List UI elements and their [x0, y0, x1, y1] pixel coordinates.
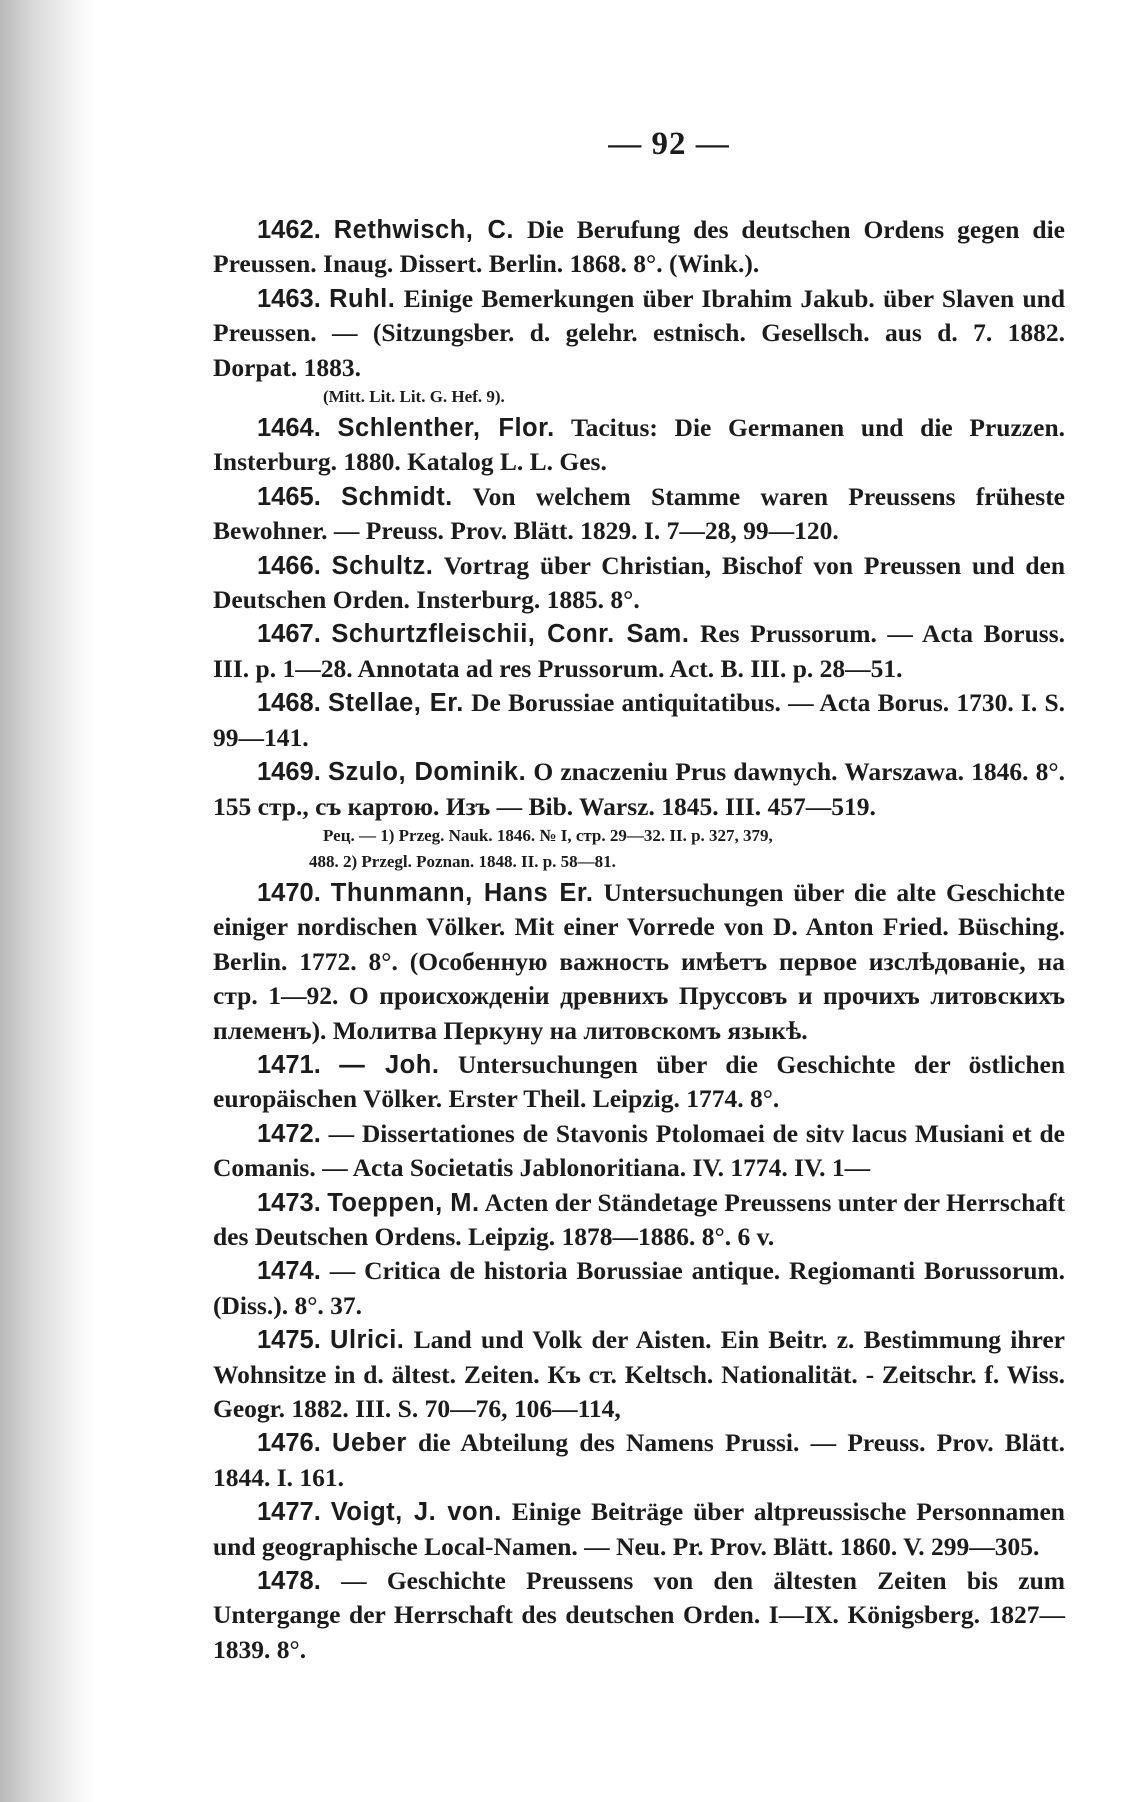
entry-1473: 1473. Toeppen, M. Acten der Ständetage Preussens unter der Herrschaft des Deutschen Ordens. Leipzig. 1878—1886. 8°. 6 v.: [213, 1187, 1065, 1251]
entry-1465: 1465. Schmidt. Von welchem Stamme waren Preussens früheste Bewohner. — Preuss. Prov. Blätt. 1829. I. 7—28, 99—120.: [213, 481, 1066, 546]
entry-1471: 1471. — Joh. Untersuchungen über die Geschichte der östlichen europäischen Völker. Erster Theil. Leipzig. 1774. 8°.: [213, 1049, 1065, 1114]
entry-1475: 1475. Ulrici. Land und Volk der Aisten. Ein Beitr. z. Bestimmung ihrer Wohnsitze in d. ältest. Zeiten. Къ ст. Keltsch. Nationalität. - Zeitschr. f. Wiss. Geogr. 1882. III. S. 70—76, 106—114,: [213, 1325, 1065, 1423]
entry-1472: 1472. — Dissertationes de Stavonis Ptolomaei de sitv lacus Musiani et de Comanis. — Acta Societatis Jablonoritiana. IV. 1774. IV. 1—: [213, 1118, 1065, 1183]
note-1463: (Mitt. Lit. Lit. G. Hef. 9).: [323, 387, 505, 407]
note-1469-a: Рец. — 1) Przeg. Nauk. 1846. № I, стр. 29—32. II. p. 327, 379,: [323, 825, 773, 845]
note-1469-b: 488. 2) Przegl. Poznan. 1848. II. p. 58—81.: [309, 851, 616, 871]
entry-1464: 1464. Schlenther, Flor. Tacitus: Die Germanen und die Pruzzen. Insterburg. 1880. Katalog L. L. Ges.: [213, 413, 1065, 477]
entry-1462: 1462. Rethwisch, C. Die Berufung des deutschen Ordens gegen die Preussen. Inaug. Dissert. Berlin. 1868. 8°. (Wink.).: [213, 215, 1065, 279]
entry-1468: 1468. Stellae, Er. De Borussiae antiquitatibus. — Acta Borus. 1730. I. S. 99—141.: [213, 688, 1065, 752]
scan-edge-shadow: [0, 0, 95, 1802]
entry-1477: 1477. Voigt, J. von. Einige Beiträge über altpreussische Personnamen und geographische Local-Namen. — Neu. Pr. Prov. Blätt. 1860. V. 299—305.: [213, 1497, 1065, 1561]
entry-1469: 1469. Szulo, Dominik. O znaczeniu Prus dawnych. Warszawa. 1846. 8°. 155 стр., съ картою. Изъ — Bib. Warsz. 1845. III. 457—519.: [213, 757, 1066, 821]
document-page: [213, 126, 1065, 1667]
entry-1474: 1474. — Critica de historia Borussiae antique. Regiomanti Borussorum. (Diss.). 8°. 37.: [213, 1256, 1065, 1320]
entry-1470: 1470. Thunmann, Hans Er. Untersuchungen über die alte Geschichte einiger nordischen Völker. Mit einer Vorrede von D. Anton Fried. Büsching. Berlin. 1772. 8°. (Особенную важность имѣетъ первое изслѣдованіе, на стр. 1—92. О происхожденіи древнихъ Пруссовъ и прочихъ литовскихъ племенъ). Молитва Перкуну на литовскомъ языкѣ.: [213, 877, 1065, 1045]
entry-1476: 1476. Ueber die Abteilung des Namens Prussi. — Preuss. Prov. Blätt. 1844. I. 161.: [213, 1428, 1066, 1492]
entry-1478: 1478. — Geschichte Preussens von den ältesten Zeiten bis zum Untergange der Herrschaft des deutschen Orden. I—IX. Königsberg. 1827—1839. 8°.: [213, 1566, 1065, 1664]
entry-1463: 1463. Ruhl. Einige Bemerkungen über Ibrahim Jakub. über Slaven und Preussen. — (Sitzungsber. d. gelehr. estnisch. Gesellsch. aus d. 7. 1882. Dorpat. 1883.: [213, 283, 1066, 382]
entry-1467: 1467. Schurtzfleischii, Conr. Sam. Res Prussorum. — Acta Boruss. III. p. 1—28. Annotata ad res Prussorum. Act. B. III. p. 28—51.: [213, 619, 1065, 683]
page-number: — 92 —: [608, 126, 730, 162]
entry-1466: 1466. Schultz. Vortrag über Christian, Bischof von Preussen und den Deutschen Orden. Insterburg. 1885. 8°.: [213, 550, 1065, 615]
